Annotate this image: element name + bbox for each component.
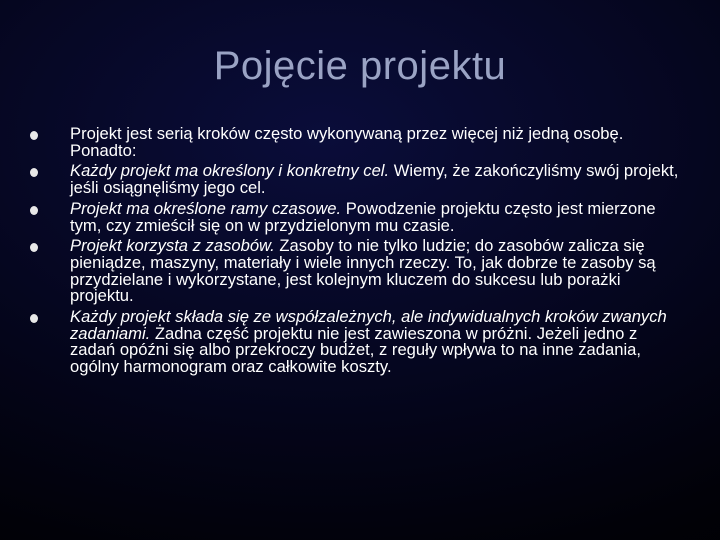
- bullet-item: [30, 238, 680, 305]
- bullet-emphasis: Każdy projekt ma określony i konkretny cel.: [70, 161, 390, 181]
- bullet-item: [30, 198, 680, 235]
- bullet-list: [30, 126, 680, 380]
- bullet-emphasis: Projekt korzysta z zasobów.: [70, 236, 275, 256]
- slide-title: Pojęcie projektu: [213, 44, 507, 88]
- bullet-item: [30, 309, 680, 376]
- bullet-dot-icon: [30, 314, 38, 323]
- bullet-dot-icon: [30, 131, 38, 140]
- bullet-emphasis: Projekt ma określone ramy czasowe.: [70, 198, 342, 218]
- bullet-emphasis: Każdy projekt składa się ze współzależnych, ale indywidualnych kroków zwanych zadaniami.: [70, 307, 667, 343]
- bullet-dot-icon: [30, 243, 38, 252]
- bullet-text: Żadna część projektu nie jest zawieszona w próżni. Jeżeli jedno z zadań opóźni się albo przekroczy budżet, z reguły wpływa to na inne zadania, ogólny harmonogram oraz całkowite koszty.: [70, 323, 641, 377]
- bullet-text: Projekt jest serią kroków często wykonywaną przez więcej niż jedną osobę. Ponadto:: [70, 124, 624, 160]
- bullet-text: Wiemy, że zakończyliśmy swój projekt, jeśli osiągnęliśmy jego cel.: [70, 161, 679, 198]
- bullet-item: [30, 163, 680, 196]
- bullet-text: Powodzenie projektu często jest mierzone tym, czy zmieścił się on w przydzielonym mu czasie.: [70, 198, 656, 235]
- bullet-text: Zasoby to nie tylko ludzie; do zasobów zalicza się pieniądze, maszyny, materiały i wiele innych rzeczy. To, jak dobrze te zasoby są przydzielane i wykorzystane, jest kolejnym kluczem do sukcesu lub porażki projektu.: [70, 236, 656, 306]
- bullet-dot-icon: [30, 206, 38, 215]
- bullet-dot-icon: [30, 168, 38, 177]
- bullet-item: [30, 126, 680, 159]
